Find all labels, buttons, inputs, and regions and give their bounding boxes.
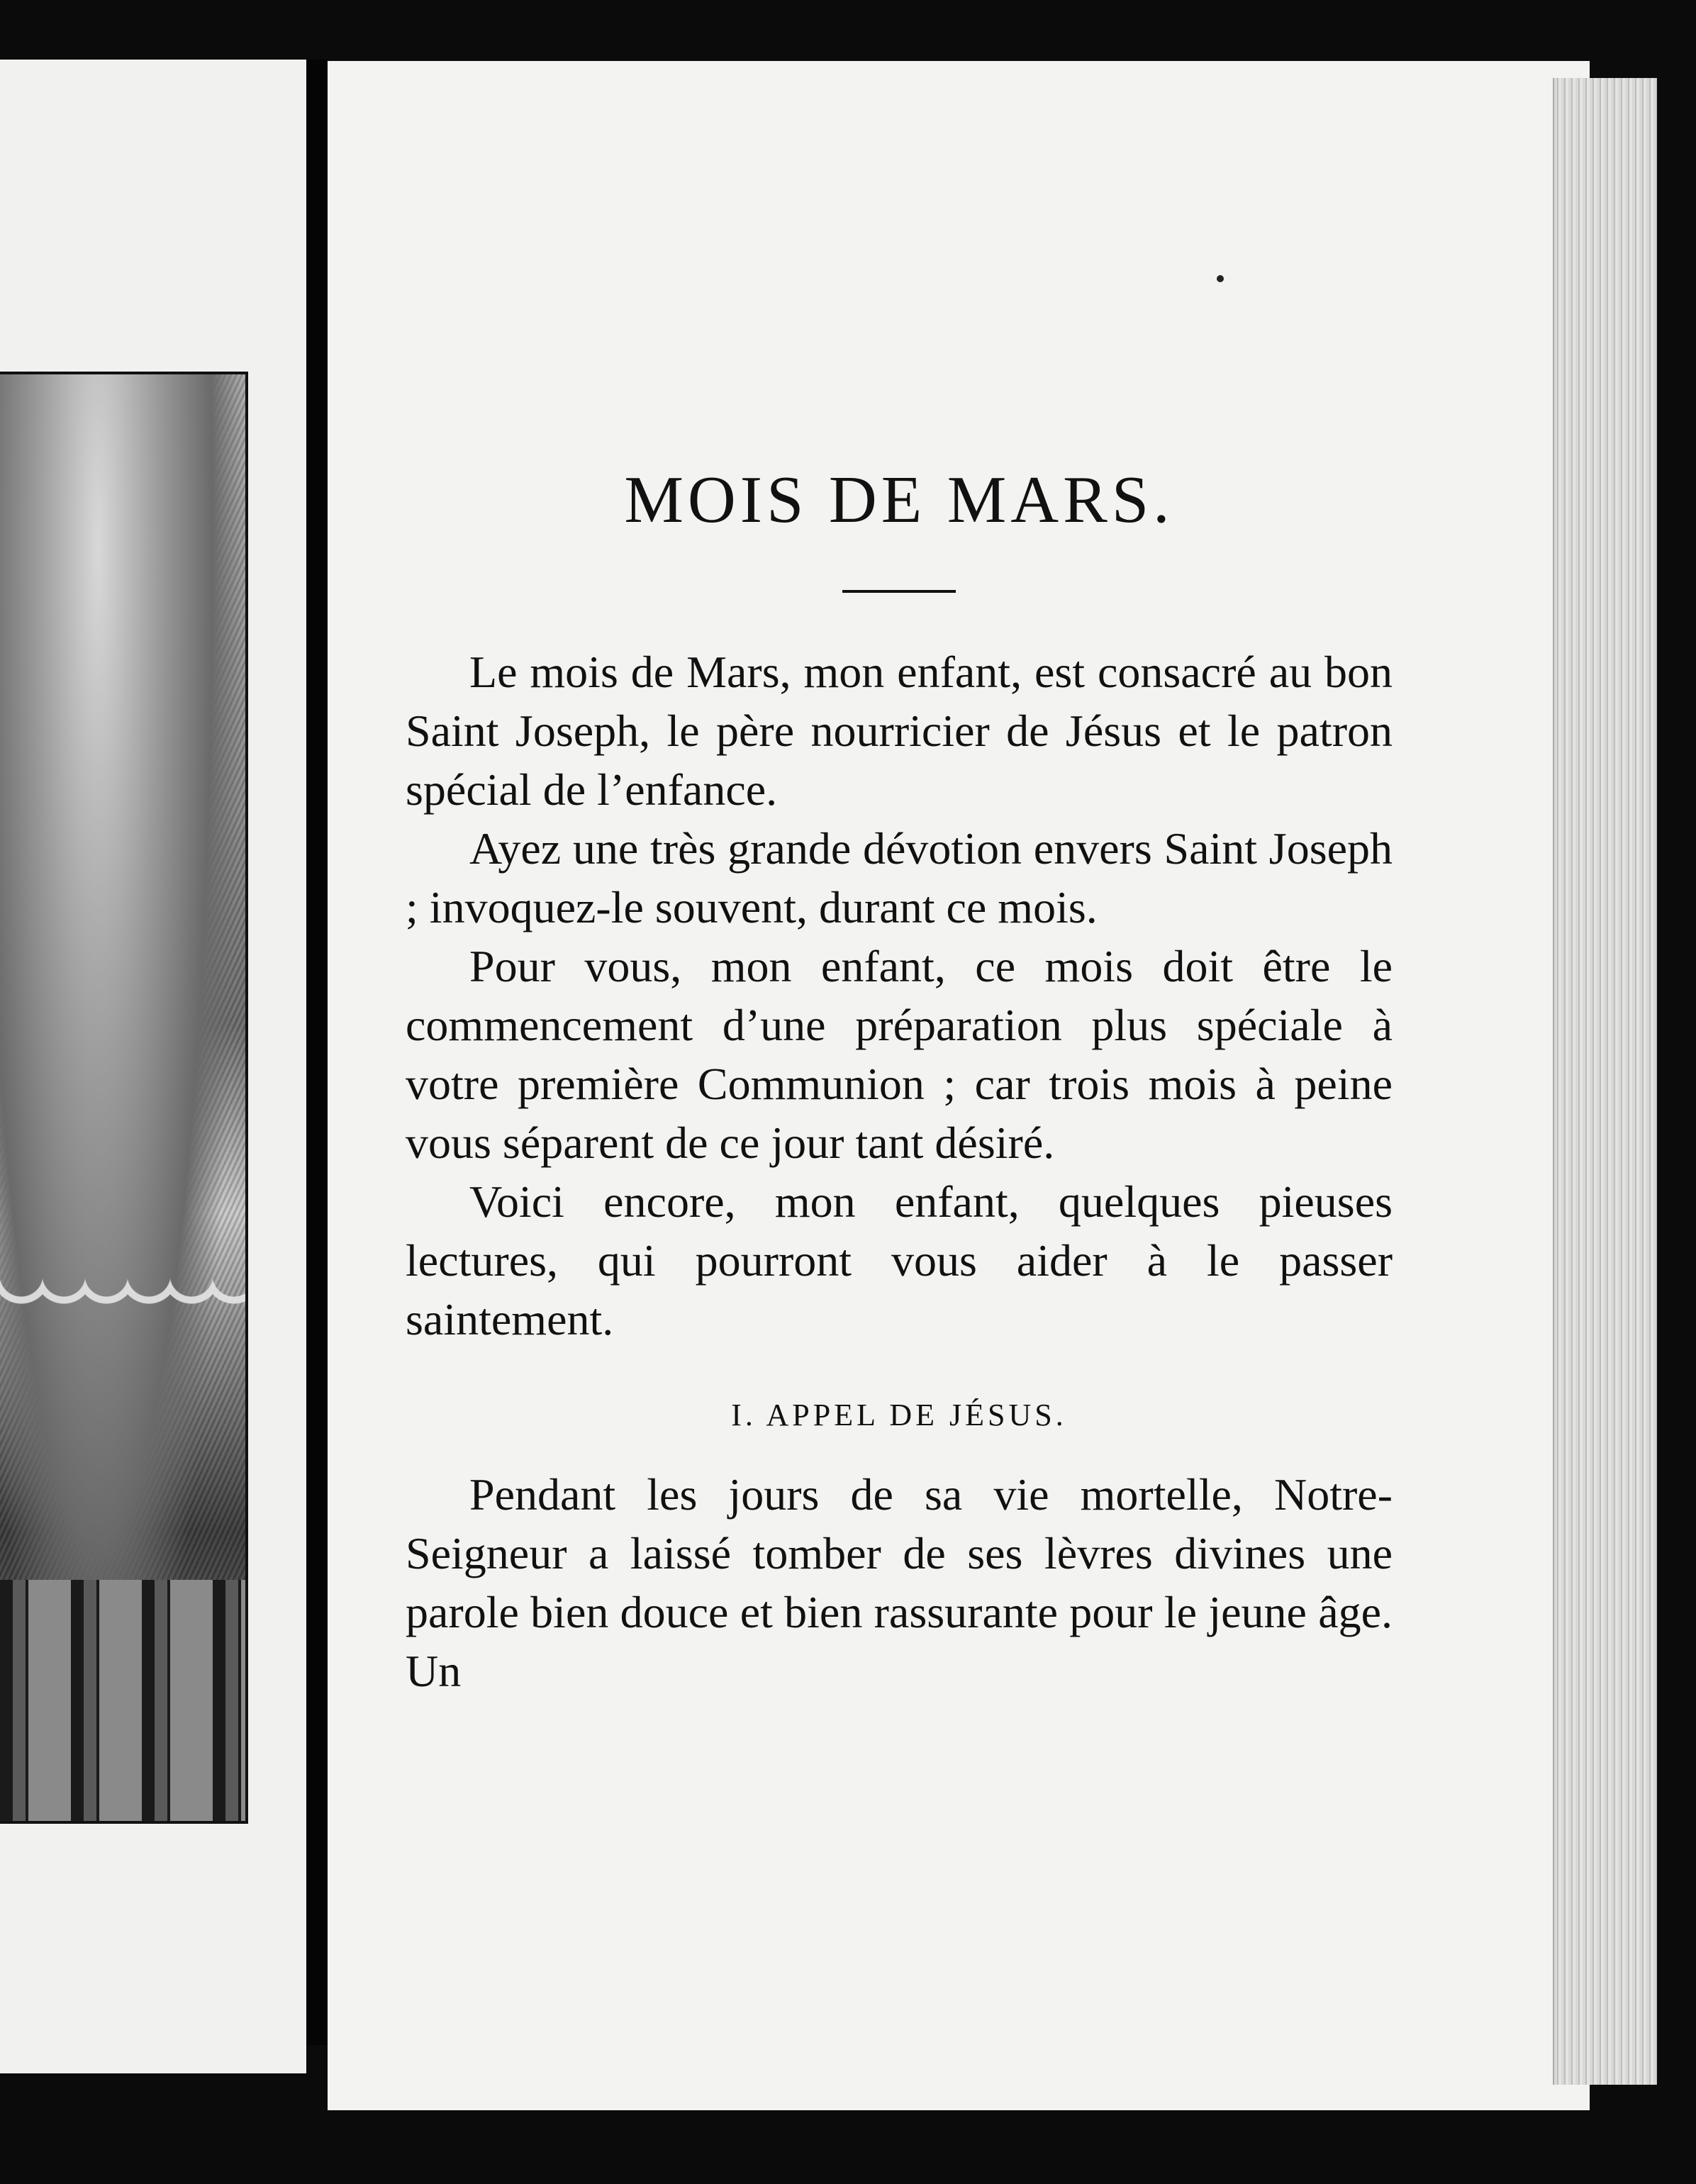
lace-drape: [0, 1275, 245, 1360]
section-heading: [406, 1394, 1393, 1437]
section-paragraph: Pendant les jours de sa vie mortelle, Notre-Seigneur a laissé tomber de ses lèvres divines une parole bien douce et bien rassurante pour le jeune âge. Un: [406, 1469, 1393, 1696]
page-content: [406, 454, 1393, 1700]
paragraph-1: Le mois de Mars, mon enfant, est consacré au bon Saint Joseph, le père nourricier de Jésus et le patron spécial de l’enfance.: [406, 647, 1393, 815]
ink-speck: [1217, 275, 1224, 282]
altar-rail: [0, 1580, 245, 1821]
paragraph-4: Voici encore, mon enfant, quelques pieuses lectures, qui pourront vous aider à le passer saintement.: [406, 1176, 1393, 1344]
paragraph-2: Ayez une très grande dévotion envers Saint Joseph ; invoquez-le souvent, durant ce mois.: [406, 823, 1393, 932]
chapter-title: MOIS DE MARS.: [624, 463, 1174, 537]
title-rule: [842, 590, 956, 593]
book-gutter: [306, 60, 328, 2045]
section-heading-text: I. APPEL DE JÉSUS.: [731, 1398, 1067, 1432]
engraving-illustration: [0, 372, 248, 1824]
paragraph-3: Pour vous, mon enfant, ce mois doit être le commencement d’une préparation plus spéciale à votre première Communion ; car trois mois à peine vous séparent de ce jour tant désiré.: [406, 941, 1393, 1168]
facing-page: [0, 60, 306, 2073]
page-edges: [1553, 78, 1657, 2085]
